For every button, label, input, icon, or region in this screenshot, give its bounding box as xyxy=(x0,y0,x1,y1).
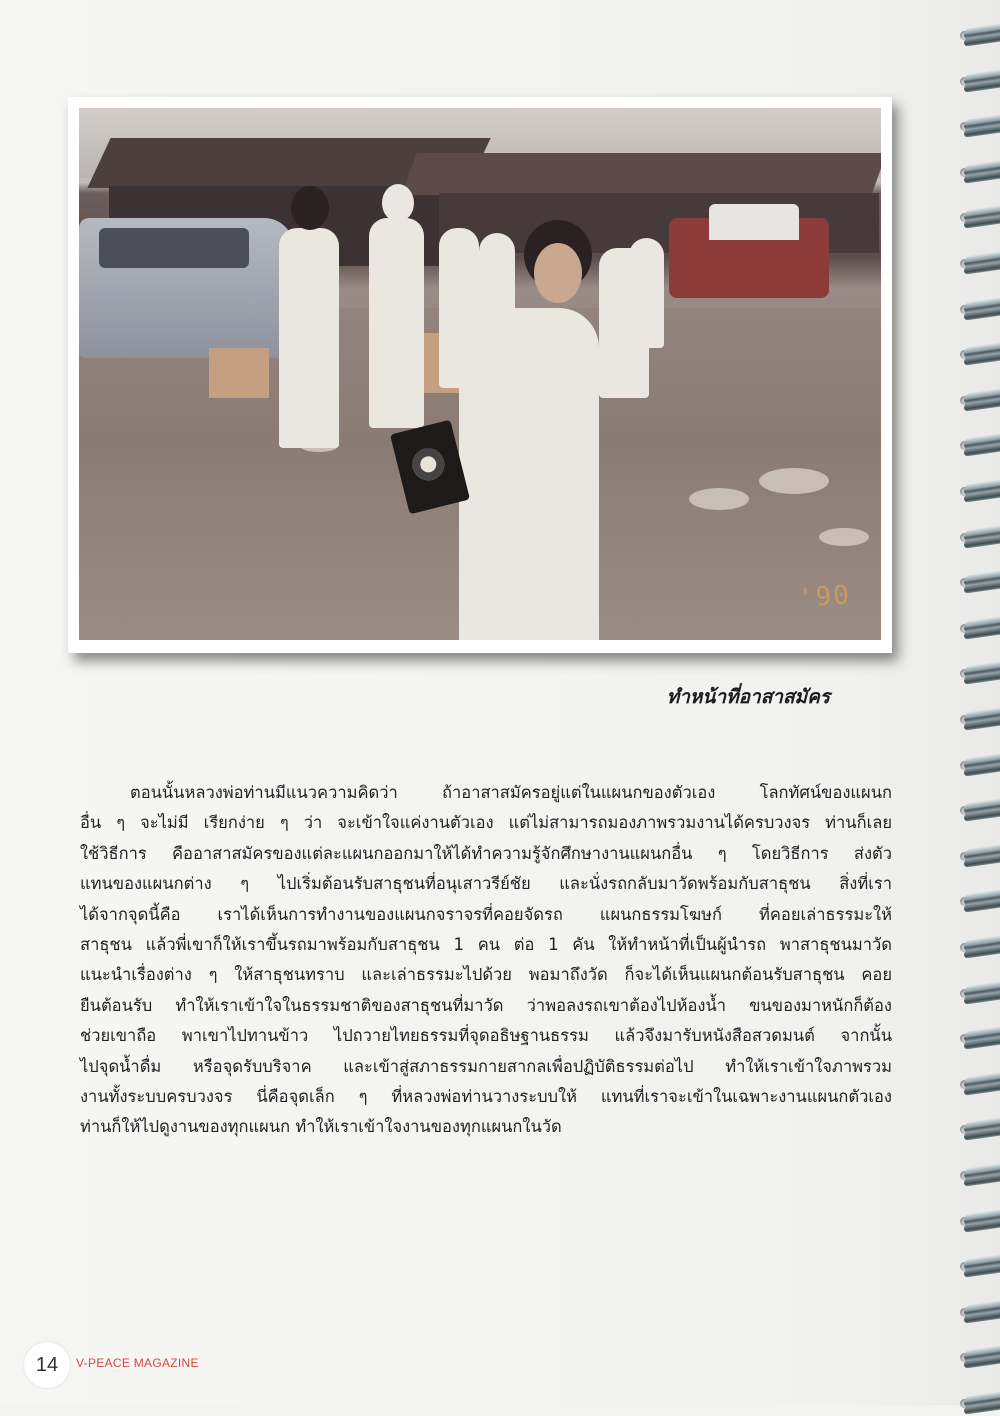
article-line: แทนของแผนกต่าง ๆ ไปเริ่มต้อนรับสาธุชนที่อนุเสาวรีย์ชัย และนั่งรถกลับมาวัดพร้อมกับสาธุชน สิ่งที่เรา xyxy=(80,874,892,894)
binding-ring xyxy=(956,706,1000,732)
binding-ring xyxy=(956,159,1000,185)
binding-ring xyxy=(956,250,1000,276)
binding-ring xyxy=(956,341,1000,367)
binding-ring xyxy=(956,888,1000,914)
binding-ring xyxy=(956,1071,1000,1097)
woman-in-white xyxy=(459,308,599,640)
binding-ring xyxy=(956,204,1000,230)
article-line: งานทั้งระบบครบวงจร นี่คือจุดเล็ก ๆ ที่หลวงพ่อท่านวางระบบให้ แทนที่เราจะเข้าในเฉพาะงานแผนกตัวเอง xyxy=(80,1087,892,1107)
article-body xyxy=(80,778,892,1143)
binding-ring xyxy=(956,660,1000,686)
article-line: ท่านก็ให้ไปดูงานของทุกแผนก ทำให้เราเข้าใจงานของทุกแผนกในวัด xyxy=(80,1117,562,1137)
binding-ring xyxy=(956,1025,1000,1051)
binding-ring xyxy=(956,524,1000,550)
article-line: ยืนต้อนรับ ทำให้เราเข้าใจในธรรมชาติของสาธุชนที่มาวัด ว่าพอลงรถเขาต้องไปห้องน้ำ ขนของมาหนักก็ต้อง xyxy=(80,995,892,1015)
article-line: แนะนำเรื่องต่าง ๆ ให้สาธุชนทราบ และเล่าธรรมะไปด้วย พอมาถึงวัด ก็จะได้เห็นแผนกต้อนรับสาธุชน คอย xyxy=(80,965,892,985)
binding-ring xyxy=(956,1299,1000,1325)
article-line: ไปจุดน้ำดื่ม หรือจุดรับบริจาค และเข้าสู่สภาธรรมกายสากลเพื่อปฏิบัติธรรมต่อไป ทำให้เราเข้าใจภาพรวม xyxy=(80,1056,892,1076)
photo-frame xyxy=(68,97,892,653)
article-line: ได้จากจุดนี้คือ เราได้เห็นการทำงานของแผนกจราจรที่คอยจัดรถ แผนกธรรมโฆษก์ ที่คอยเล่าธรรมะให้ xyxy=(80,904,892,924)
binding-ring xyxy=(956,615,1000,641)
volunteer-photo xyxy=(79,108,881,640)
binding-ring xyxy=(956,478,1000,504)
binding-ring xyxy=(956,296,1000,322)
binding-ring xyxy=(956,1253,1000,1279)
binding-ring xyxy=(956,569,1000,595)
magazine-name: V-PEACE MAGAZINE xyxy=(76,1356,199,1370)
photo-caption: ทำหน้าที่อาสาสมัคร xyxy=(666,686,830,708)
article-line: ใช้วิธีการ คือ​อาสาสมัครของแต่ละแผนกออกมาให้ได้ทำความรู้จักศึกษางานแผนกอื่น ๆ โดยวิธีการ ส่งตัว xyxy=(80,843,892,863)
binding-ring xyxy=(956,22,1000,48)
binding-ring xyxy=(956,432,1000,458)
binding-ring xyxy=(956,1390,1000,1416)
parked-car xyxy=(79,218,294,358)
pickup-truck xyxy=(669,218,829,298)
article-line: อื่น ๆ จะไม่มี เรียกง่าย ๆ ว่า จะเข้าใจแค่งานตัวเอง แต่ไม่สามารถมองภาพรวมงานได้ครบวงจร ท่านก็เลย xyxy=(80,813,892,833)
article-line: ตอนนั้นหลวงพ่อท่านมีแนวความคิดว่า ถ้าอาสาสมัครอยู่แต่ในแผนกของตัวเอง โลกทัศน์ของแผนก xyxy=(130,783,892,802)
binding-ring xyxy=(956,387,1000,413)
photo-date-stamp: '90 xyxy=(797,580,852,614)
binding-ring xyxy=(956,797,1000,823)
binding-ring xyxy=(956,1208,1000,1234)
binding-ring xyxy=(956,1344,1000,1370)
article-line: สาธุชน แล้วพี่เขาก็ให้เราขึ้นรถมาพร้อมกับสาธุชน 1 คน ต่อ 1 คัน ให้ทำหน้าที่เป็นผู้นำรถ พาสาธุชนมาวัด xyxy=(80,935,892,955)
page-number: 14 xyxy=(24,1342,70,1388)
binding-ring xyxy=(956,752,1000,778)
binding-ring xyxy=(956,934,1000,960)
binding-ring xyxy=(956,68,1000,94)
binding-ring xyxy=(956,1162,1000,1188)
binding-ring xyxy=(956,113,1000,139)
binding-ring xyxy=(956,843,1000,869)
article-line: ช่วยเขาถือ พาเขาไปทานข้าว ไปถวายไทยธรรมที่จุดอธิษฐานธรรม แล้วจึงมารับหนังสือสวดมนต์ จากนั้น xyxy=(80,1026,892,1046)
spiral-binding xyxy=(954,0,1000,1405)
binding-ring xyxy=(956,980,1000,1006)
binding-ring xyxy=(956,1116,1000,1142)
